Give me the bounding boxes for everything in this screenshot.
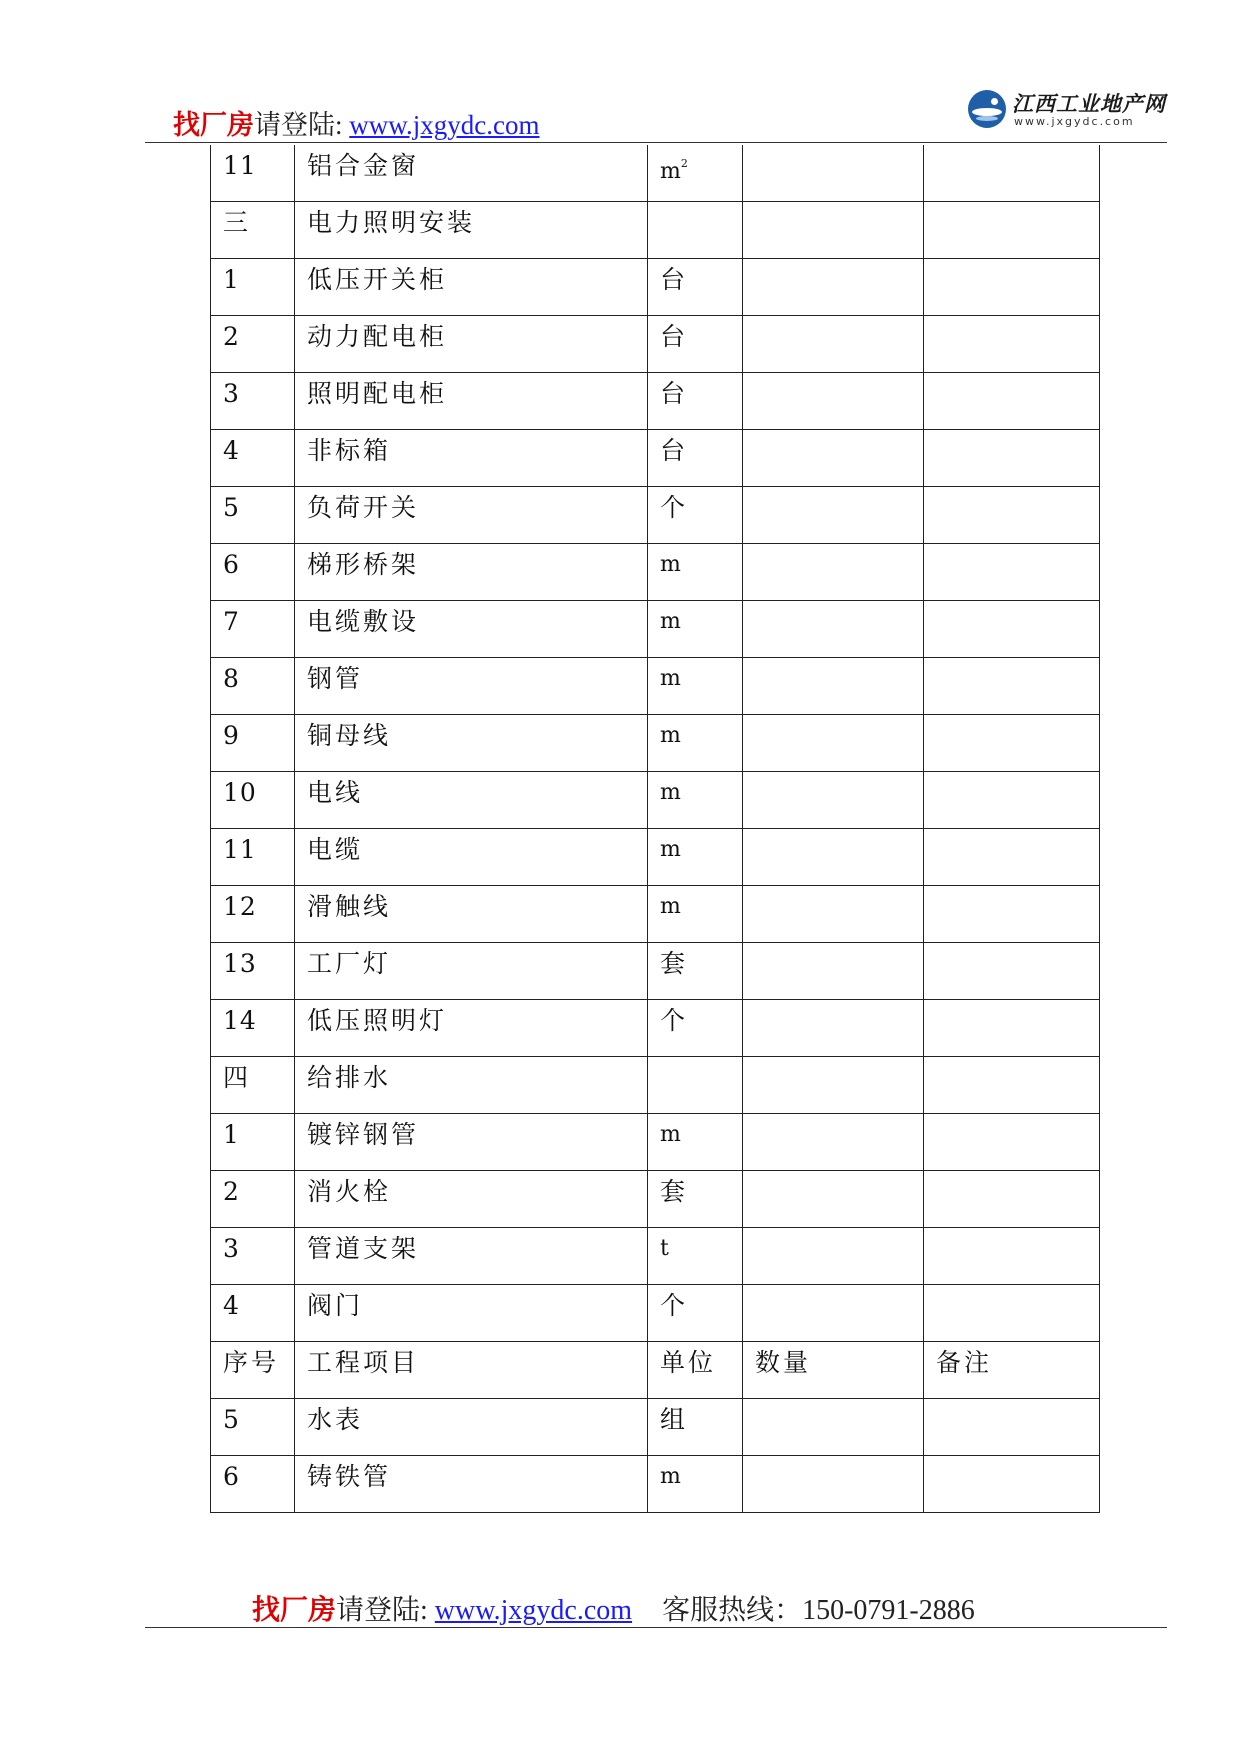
table-cell-number-text: 12	[223, 892, 257, 921]
table-cell-quantity	[743, 886, 924, 943]
table-cell-note-text	[924, 259, 1099, 267]
table-cell-item	[295, 430, 648, 487]
table-cell-note-text	[924, 1456, 1099, 1464]
table-cell-item-text: 梯形桥架	[307, 550, 420, 579]
table-row	[211, 1399, 1100, 1456]
table-cell-item	[295, 658, 648, 715]
table-cell-item	[295, 601, 648, 658]
table-cell-item-text: 工厂灯	[307, 949, 392, 978]
table-cell-number-text: 11	[223, 151, 257, 180]
table-cell-quantity	[743, 544, 924, 601]
table-cell-item-text: 照明配电柜	[307, 379, 448, 408]
table-cell-number-text: 5	[223, 1405, 240, 1434]
table-cell-item-text: 电缆敷设	[307, 607, 420, 636]
table-cell-unit	[648, 145, 743, 202]
table-cell-note	[924, 316, 1100, 373]
table-row	[211, 943, 1100, 1000]
table-cell-note	[924, 202, 1100, 259]
table-cell-unit-text: 台	[660, 379, 689, 408]
table-cell-item	[295, 1399, 648, 1456]
table-cell-quantity	[743, 1342, 924, 1399]
table-cell-note	[924, 1228, 1100, 1285]
table-cell-unit	[648, 772, 743, 829]
site-logo[interactable]	[968, 88, 1168, 132]
table-cell-number-text: 2	[223, 322, 240, 351]
table-cell-note-text	[924, 544, 1099, 552]
table-cell-note	[924, 259, 1100, 316]
table-cell-quantity-text	[743, 1000, 923, 1008]
table-cell-number	[211, 316, 295, 373]
footer-login-label: 请登陆:	[336, 1595, 435, 1626]
table-cell-note-text	[924, 487, 1099, 495]
table-cell-note	[924, 1399, 1100, 1456]
table-cell-unit-text: 个	[660, 493, 689, 522]
table-cell-note-text	[924, 715, 1099, 723]
table-cell-number	[211, 1114, 295, 1171]
table-cell-note-text: 备注	[936, 1348, 993, 1377]
table-cell-number-text: 6	[223, 550, 240, 579]
table-cell-item-text: 滑触线	[307, 892, 392, 921]
table-cell-item	[295, 202, 648, 259]
table-cell-number-text: 4	[223, 436, 240, 465]
table-row	[211, 1057, 1100, 1114]
table-cell-unit-text: m	[660, 1464, 681, 1489]
table-cell-quantity	[743, 316, 924, 373]
table-row	[211, 772, 1100, 829]
table-cell-number-text: 8	[223, 664, 240, 693]
table-cell-item-text: 消火栓	[307, 1177, 392, 1206]
table-cell-note-text	[924, 1114, 1099, 1122]
table-cell-quantity	[743, 430, 924, 487]
table-cell-unit	[648, 886, 743, 943]
table-cell-quantity	[743, 943, 924, 1000]
table-cell-unit-text: 个	[660, 1006, 689, 1035]
table-cell-number	[211, 715, 295, 772]
table-cell-quantity	[743, 772, 924, 829]
table-cell-number-text: 14	[223, 1006, 257, 1035]
table-cell-quantity-text	[743, 1228, 923, 1236]
table-cell-number	[211, 259, 295, 316]
table-cell-note	[924, 430, 1100, 487]
table-cell-note	[924, 1285, 1100, 1342]
table-cell-item-text: 工程项目	[307, 1348, 420, 1377]
table-cell-quantity	[743, 487, 924, 544]
table-cell-item	[295, 772, 648, 829]
table-cell-unit-text: m	[660, 609, 681, 634]
table-row	[211, 1000, 1100, 1057]
table-cell-unit	[648, 430, 743, 487]
table-cell-item	[295, 943, 648, 1000]
table-row	[211, 145, 1100, 202]
work-items-table	[210, 145, 1100, 1513]
table-cell-quantity-text	[743, 943, 923, 951]
table-row	[211, 373, 1100, 430]
table-cell-quantity-text	[743, 715, 923, 723]
table-cell-quantity	[743, 601, 924, 658]
table-cell-quantity	[743, 1057, 924, 1114]
table-row	[211, 316, 1100, 373]
table-cell-quantity	[743, 1456, 924, 1513]
table-cell-number	[211, 601, 295, 658]
table-cell-unit	[648, 316, 743, 373]
table-cell-note	[924, 1057, 1100, 1114]
table-cell-unit-text: 台	[660, 265, 689, 294]
table-cell-unit	[648, 1342, 743, 1399]
table-cell-note	[924, 1000, 1100, 1057]
table-cell-unit-text: t	[660, 1236, 669, 1261]
table-cell-number	[211, 487, 295, 544]
table-cell-unit	[648, 259, 743, 316]
table-cell-item	[295, 1171, 648, 1228]
table-cell-note	[924, 487, 1100, 544]
table-cell-quantity	[743, 373, 924, 430]
table-cell-item-text: 镀锌钢管	[307, 1120, 420, 1149]
footer-find-label: 找厂房	[252, 1593, 337, 1626]
table-row	[211, 601, 1100, 658]
header-banner	[173, 103, 539, 142]
table-cell-unit-text	[648, 1057, 742, 1065]
table-cell-note-text	[924, 886, 1099, 894]
table-cell-unit-text	[648, 202, 742, 210]
table-cell-item	[295, 1456, 648, 1513]
table-cell-number	[211, 430, 295, 487]
table-cell-quantity	[743, 1399, 924, 1456]
table-cell-number-text: 1	[223, 1120, 240, 1149]
table-cell-item-text: 负荷开关	[307, 493, 420, 522]
table-cell-unit	[648, 1456, 743, 1513]
table-cell-unit	[648, 373, 743, 430]
table-cell-quantity-text	[743, 1057, 923, 1065]
table-cell-number	[211, 202, 295, 259]
table-cell-quantity-text	[743, 886, 923, 894]
table-cell-number	[211, 829, 295, 886]
table-cell-note-text	[924, 772, 1099, 780]
table-cell-note	[924, 1171, 1100, 1228]
table-cell-unit	[648, 1057, 743, 1114]
table-cell-note-text	[924, 1000, 1099, 1008]
table-cell-number	[211, 1456, 295, 1513]
table-cell-unit	[648, 601, 743, 658]
table-cell-note-text	[924, 1171, 1099, 1179]
table-cell-number-text: 11	[223, 835, 257, 864]
table-cell-item	[295, 373, 648, 430]
table-cell-item	[295, 829, 648, 886]
table-cell-quantity	[743, 202, 924, 259]
table-cell-item-text: 电缆	[307, 835, 364, 864]
table-cell-unit-text: 单位	[660, 1348, 717, 1377]
table-cell-quantity-text	[743, 658, 923, 666]
table-cell-unit	[648, 487, 743, 544]
table-cell-unit-text: m	[660, 666, 681, 691]
table-cell-quantity-text	[743, 829, 923, 837]
table-cell-number-text: 10	[223, 778, 257, 807]
table-cell-quantity	[743, 1228, 924, 1285]
table-row	[211, 1228, 1100, 1285]
table-cell-note	[924, 658, 1100, 715]
table-cell-item	[295, 145, 648, 202]
table-cell-number	[211, 1342, 295, 1399]
table-cell-unit-text: m	[660, 723, 681, 748]
table-cell-unit-text: m	[660, 780, 681, 805]
table-cell-note	[924, 1342, 1100, 1399]
table-cell-number	[211, 943, 295, 1000]
table-cell-item	[295, 886, 648, 943]
table-cell-unit-text: 台	[660, 322, 689, 351]
table-cell-note-text	[924, 1285, 1099, 1293]
table-cell-unit-text: 台	[660, 436, 689, 465]
table-cell-note	[924, 772, 1100, 829]
table-cell-quantity-text	[743, 259, 923, 267]
table-cell-number-text: 5	[223, 493, 240, 522]
table-cell-quantity-text	[743, 1285, 923, 1293]
table-cell-quantity-text	[743, 601, 923, 609]
table-row	[211, 886, 1100, 943]
table-row	[211, 658, 1100, 715]
table-cell-note	[924, 829, 1100, 886]
table-cell-unit	[648, 715, 743, 772]
table-cell-item-text: 低压照明灯	[307, 1006, 448, 1035]
table-cell-number-text: 9	[223, 721, 240, 750]
table-cell-quantity-text	[743, 772, 923, 780]
table-cell-number	[211, 1399, 295, 1456]
table-cell-unit-text: m	[660, 894, 681, 919]
table-cell-number-text: 3	[223, 379, 240, 408]
table-cell-note	[924, 943, 1100, 1000]
footer-site-link[interactable]: www.jxgydc.com	[434, 1595, 633, 1626]
table-cell-unit	[648, 1228, 743, 1285]
table-cell-unit	[648, 1399, 743, 1456]
table-cell-unit-text: m	[660, 159, 681, 184]
table-cell-note-text	[924, 1057, 1099, 1065]
table-cell-number-text: 序号	[223, 1348, 280, 1377]
table-cell-quantity	[743, 145, 924, 202]
table-cell-quantity	[743, 1285, 924, 1342]
logo-emblem-icon	[968, 90, 1006, 128]
table-cell-quantity-text	[743, 316, 923, 324]
table-cell-note	[924, 601, 1100, 658]
table-cell-item-text: 动力配电柜	[307, 322, 448, 351]
table-cell-quantity	[743, 829, 924, 886]
table-cell-item	[295, 1114, 648, 1171]
header-site-link[interactable]: www.jxgydc.com	[349, 110, 540, 140]
table-row	[211, 1342, 1100, 1399]
table-cell-item-text: 管道支架	[307, 1234, 420, 1263]
table-cell-note	[924, 373, 1100, 430]
table-row	[211, 544, 1100, 601]
table-cell-number-text: 3	[223, 1234, 240, 1263]
table-row	[211, 430, 1100, 487]
footer-divider	[145, 1627, 1167, 1628]
header-find-label: 找厂房	[173, 110, 254, 141]
table-cell-note	[924, 145, 1100, 202]
table-cell-unit-text: m	[660, 1122, 681, 1147]
table-cell-unit	[648, 829, 743, 886]
table-cell-item-text: 铝合金窗	[307, 151, 420, 180]
table-cell-item-text: 铜母线	[307, 721, 392, 750]
table-cell-quantity-text	[743, 544, 923, 552]
table-cell-item	[295, 316, 648, 373]
table-cell-item	[295, 1228, 648, 1285]
table-row	[211, 1114, 1100, 1171]
table-cell-quantity-text	[743, 1456, 923, 1464]
table-cell-number-text: 6	[223, 1462, 240, 1491]
table-cell-item-text: 低压开关柜	[307, 265, 448, 294]
table-cell-unit	[648, 202, 743, 259]
table-cell-unit	[648, 1000, 743, 1057]
table-cell-item-text: 水表	[307, 1405, 364, 1434]
table-cell-number-text: 2	[223, 1177, 240, 1206]
table-cell-note-text	[924, 658, 1099, 666]
table-cell-item	[295, 1000, 648, 1057]
table-cell-number	[211, 1000, 295, 1057]
table-cell-unit-text: m	[660, 552, 681, 577]
header-divider	[145, 142, 1167, 143]
table-cell-note-text	[924, 601, 1099, 609]
table-cell-item	[295, 1285, 648, 1342]
table-cell-number	[211, 1057, 295, 1114]
footer-hotline-number: 150-0791-2886	[802, 1595, 975, 1626]
table-cell-quantity	[743, 259, 924, 316]
table-cell-number-text: 四	[223, 1063, 252, 1092]
table-cell-unit-text: 套	[660, 949, 689, 978]
table-cell-quantity	[743, 1000, 924, 1057]
table-cell-item-text: 钢管	[307, 664, 364, 693]
table-cell-item	[295, 487, 648, 544]
table-cell-note	[924, 1114, 1100, 1171]
table-cell-note-text	[924, 1228, 1099, 1236]
table-cell-unit	[648, 1114, 743, 1171]
table-cell-quantity	[743, 715, 924, 772]
table-cell-note-text	[924, 316, 1099, 324]
logo-url: www.jxgydc.com	[1014, 115, 1135, 128]
table-cell-item-text: 非标箱	[307, 436, 392, 465]
table-cell-quantity-text	[743, 1399, 923, 1407]
table-cell-item	[295, 1057, 648, 1114]
table-cell-quantity-text	[743, 487, 923, 495]
table-cell-number-text: 7	[223, 607, 240, 636]
table-cell-number	[211, 1171, 295, 1228]
table-cell-number-text: 13	[223, 949, 257, 978]
table-cell-quantity-text	[743, 202, 923, 210]
table-cell-number	[211, 1285, 295, 1342]
table-cell-quantity-text	[743, 1171, 923, 1179]
logo-name: 江西工业地产网	[1012, 92, 1166, 116]
table-row	[211, 1456, 1100, 1513]
table-cell-quantity-text: 数量	[755, 1348, 812, 1377]
table-cell-quantity-text	[743, 373, 923, 381]
header-login-label: 请登陆:	[254, 110, 350, 140]
table-cell-note-text	[924, 373, 1099, 381]
table-cell-unit-text: 组	[660, 1405, 689, 1434]
table-cell-item-text: 给排水	[307, 1063, 392, 1092]
table-cell-note	[924, 1456, 1100, 1513]
table-cell-number-text: 4	[223, 1291, 240, 1320]
table-cell-item	[295, 259, 648, 316]
table-cell-unit	[648, 943, 743, 1000]
table-cell-number-text: 1	[223, 265, 240, 294]
table-cell-quantity-text	[743, 145, 923, 153]
table-cell-number	[211, 772, 295, 829]
table-cell-item-text: 阀门	[307, 1291, 364, 1320]
table-row	[211, 259, 1100, 316]
footer-banner	[252, 1588, 975, 1628]
table-cell-number-text: 三	[223, 208, 252, 237]
table-cell-item	[295, 1342, 648, 1399]
table-row	[211, 487, 1100, 544]
table-cell-item-text: 电力照明安装	[307, 208, 476, 237]
table-cell-note	[924, 886, 1100, 943]
table-cell-number	[211, 1228, 295, 1285]
table-cell-quantity	[743, 1114, 924, 1171]
table-cell-number	[211, 886, 295, 943]
table-cell-note	[924, 715, 1100, 772]
table-cell-note-text	[924, 829, 1099, 837]
table-cell-note-text	[924, 202, 1099, 210]
table-row	[211, 202, 1100, 259]
table-cell-number	[211, 145, 295, 202]
table-row	[211, 715, 1100, 772]
table-cell-quantity-text	[743, 1114, 923, 1122]
footer-hotline-label: 客服热线：	[662, 1595, 803, 1626]
table-cell-quantity	[743, 1171, 924, 1228]
table-cell-note	[924, 544, 1100, 601]
table-cell-item	[295, 715, 648, 772]
table-cell-unit	[648, 658, 743, 715]
table-cell-unit	[648, 1171, 743, 1228]
table-cell-number	[211, 544, 295, 601]
table-cell-quantity-text	[743, 430, 923, 438]
table-cell-item	[295, 544, 648, 601]
table-cell-note-text	[924, 430, 1099, 438]
table-cell-unit	[648, 1285, 743, 1342]
table-cell-unit-text: 套	[660, 1177, 689, 1206]
table-row	[211, 829, 1100, 886]
table-cell-unit-text: m	[660, 837, 681, 862]
table-cell-note-text	[924, 1399, 1099, 1407]
table-cell-number	[211, 373, 295, 430]
table-cell-number	[211, 658, 295, 715]
table-cell-item-text: 电线	[307, 778, 364, 807]
table-row	[211, 1285, 1100, 1342]
table-cell-quantity	[743, 658, 924, 715]
table-row	[211, 1171, 1100, 1228]
table-cell-unit	[648, 544, 743, 601]
table-cell-item-text: 铸铁管	[307, 1462, 392, 1491]
table-cell-note-text	[924, 943, 1099, 951]
unit-superscript: 2	[680, 157, 691, 170]
table-cell-unit-text: 个	[660, 1291, 689, 1320]
table-cell-note-text	[924, 145, 1099, 153]
